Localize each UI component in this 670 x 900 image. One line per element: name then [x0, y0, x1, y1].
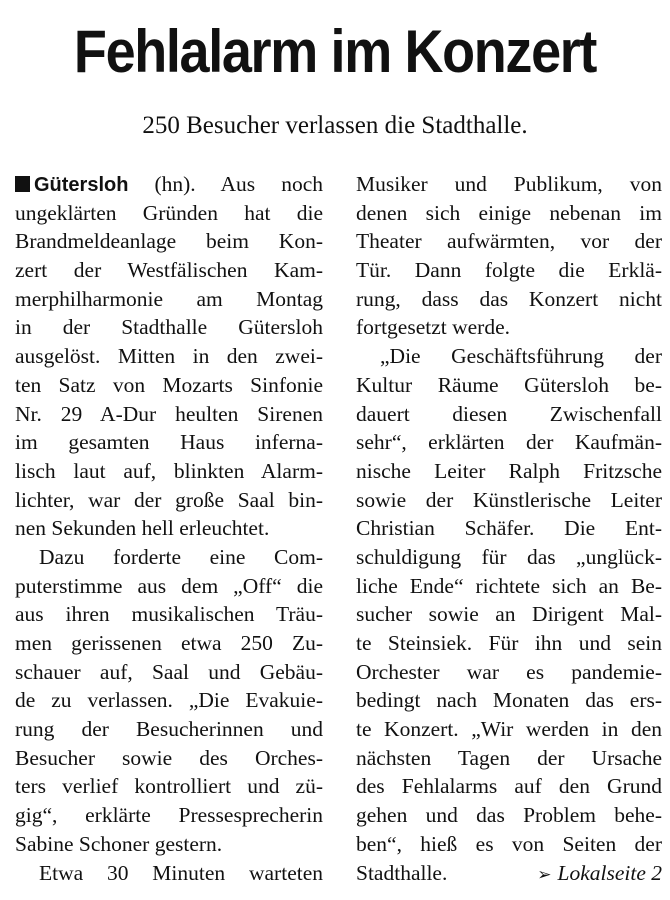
text-line: lichter, war der große Saal bin- [15, 487, 323, 512]
text-line: Brandmeldeanlage beim Kon- [15, 229, 323, 254]
text-line: Nr. 29 A-Dur heulten Sirenen [15, 401, 323, 426]
text-line: liche Ende“ richtete sich an Be- [356, 573, 662, 598]
text-line: aus ihren musikalischen Träu- [15, 602, 323, 627]
text-line: schauer auf, Saal und Gebäu- [15, 659, 323, 684]
section-marker-icon [15, 176, 30, 192]
text-line: Besucher sowie des Orches- [15, 745, 323, 770]
text-line: „Die Geschäftsführung der [380, 344, 662, 369]
text-line: nische Leiter Ralph Fritzsche [356, 458, 662, 483]
text-line: Musiker und Publikum, von [356, 172, 662, 196]
text-line: ters verlief kontrolliert und zü- [15, 774, 323, 799]
text-line: rung der Besucherinnen und [15, 717, 323, 742]
text-line: zert der Westfälischen Kam- [15, 258, 323, 283]
headline: Fehlalarm im Konzert [73, 18, 597, 85]
text-line: ausgelöst. Mitten in den zwei- [15, 344, 323, 369]
right-column [356, 170, 662, 887]
text-line: gig“, erklärte Pressesprecherin [15, 803, 323, 828]
text-line: im gesamten Haus inferna- [15, 430, 323, 455]
text-line: Theater aufwärmten, vor der [356, 229, 662, 254]
arrow-icon: ➢ [537, 864, 552, 885]
text-line: merphilharmonie am Montag [15, 286, 323, 311]
text-line: dauert diesen Zwischenfall [356, 401, 662, 426]
text-line: ten Satz von Mozarts Sinfonie [15, 372, 323, 397]
text-line: des Fehlalarms auf den Grund [356, 774, 662, 799]
text-line: sehr“, erklärten der Kaufmän- [356, 430, 662, 455]
text-line: nächsten Tagen der Ursache [356, 745, 662, 770]
text-line: puterstimme aus dem „Off“ die [15, 573, 323, 598]
text-line: bedingt nach Monaten das ers- [356, 688, 662, 713]
text-line: ungeklärten Gründen hat die [15, 200, 323, 225]
text-line: nen Sekunden hell erleuchtet. [15, 516, 270, 541]
text-line: rung, dass das Konzert nicht [356, 286, 662, 311]
text-line: Stadthalle. ➢ Lokalseite 2 [356, 859, 662, 888]
text-line: Orchester war es pandemie- [356, 659, 662, 684]
text-line: te Steinsiek. Für ihn und sein [356, 631, 662, 655]
page-reference [537, 859, 662, 888]
text-line: Etwa 30 Minuten warteten [39, 860, 323, 885]
subheadline: 250 Besucher verlassen die Stadthalle. [142, 112, 528, 139]
text-line: Tür. Dann folgte die Erklä- [356, 258, 662, 283]
text-line: fortgesetzt werde. [356, 315, 511, 340]
page-reference-label: Lokalseite 2 [557, 860, 662, 885]
text-line: ben“, hieß es von Seiten der [356, 831, 662, 856]
text-line: gehen und das Problem behe- [356, 803, 662, 828]
text-line: te Konzert. „Wir werden in den [356, 717, 662, 742]
text-line: schuldigung für das „unglück- [356, 544, 662, 569]
text-line: lisch laut auf, blinkten Alarm- [15, 458, 323, 483]
dateline: Gütersloh [34, 174, 129, 196]
text-line: Sabine Schoner gestern. [15, 831, 223, 856]
text-line: in der Stadthalle Gütersloh [15, 315, 323, 340]
text-line: men gerissenen etwa 250 Zu- [15, 631, 323, 655]
text-line: denen sich einige nebenan im [356, 200, 662, 225]
text-line: sucher sowie an Dirigent Mal- [356, 602, 662, 627]
text-line: Dazu forderte eine Com- [39, 544, 323, 569]
text-line: Gütersloh (hn). Aus noch [15, 170, 323, 199]
left-column [15, 170, 323, 887]
text-line: Kultur Räume Gütersloh be- [356, 372, 662, 397]
text-line: sowie der Künstlerische Leiter [356, 487, 662, 512]
text-line: Christian Schäfer. Die Ent- [356, 516, 662, 541]
text-line: de zu verlassen. „Die Evakuie- [15, 688, 323, 713]
